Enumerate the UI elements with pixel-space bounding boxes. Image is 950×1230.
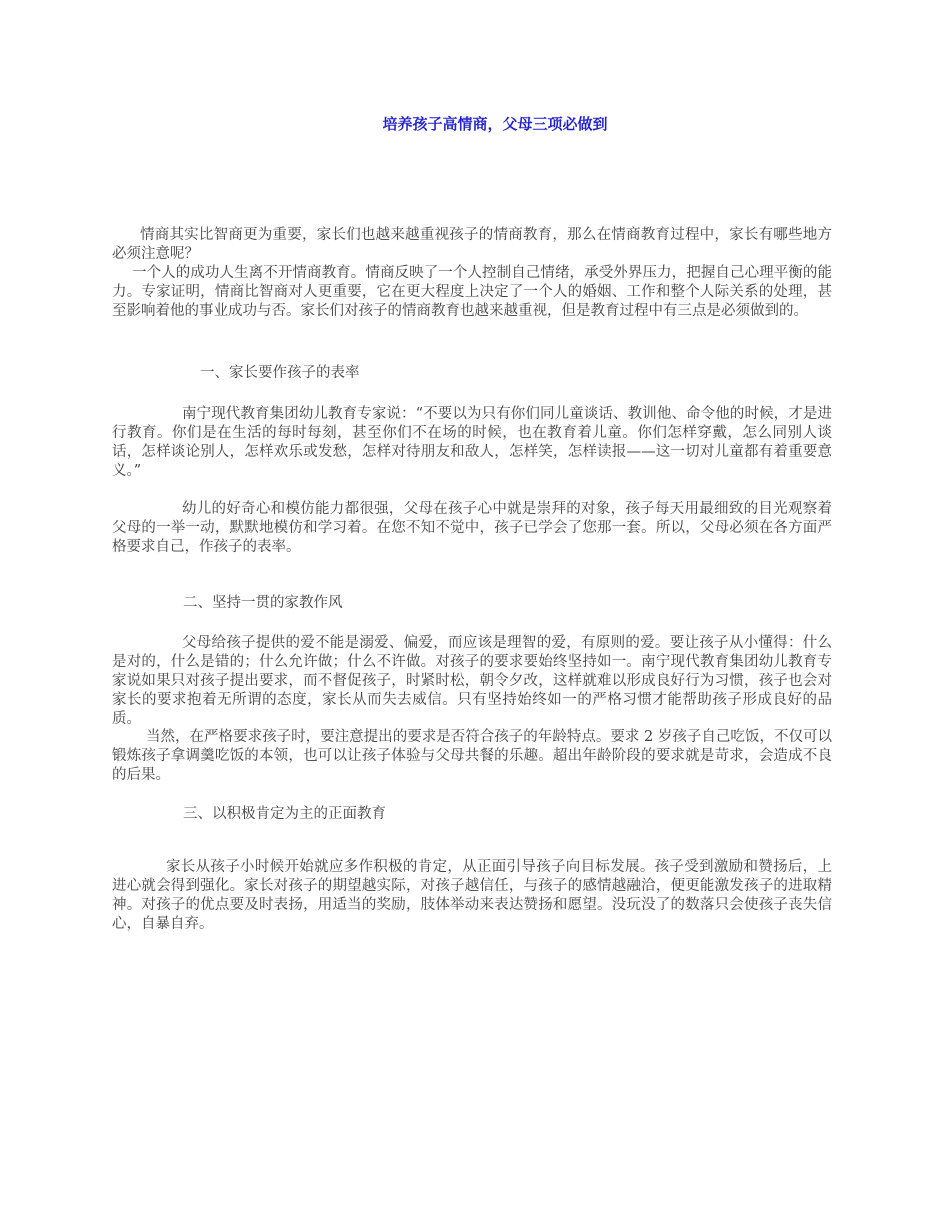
section-1-paragraph-2: 幼儿的好奇心和模仿能力都很强，父母在孩子心中就是崇拜的对象，孩子每天用最细致的目光观察着父母的一举一动，默默地模仿和学习着。在您不知不觉中，孩子已学会了您那一套。所以，父母必须在各方面严格要求自己，作孩子的表率。 — [112, 501, 832, 555]
section-2-paragraph-1: 父母给孩子提供的爱不能是溺爱、偏爱，而应该是理智的爱，有原则的爱。要让孩子从小懂得：什么是对的，什么是错的；什么允许做；什么不许做。对孩子的要求要始终坚持如一。南宁现代教育集团幼儿教育专家说如果只对孩子提出要求，而不督促孩子，时紧时松，朝令夕改，这样就难以形成良好行为习惯，孩子也会对家长的要求抱着无所谓的态度，家长从而失去威信。只有坚持始终如一的严格习惯才能帮助孩子形成良好的品质。 — [112, 635, 832, 727]
document-title: 培养孩子高情商，父母三项必做到 — [382, 115, 608, 133]
section-2-paragraph-2: 当然，在严格要求孩子时，要注意提出的要求是否符合孩子的年龄特点。要求 2 岁孩子自己吃饭，不仅可以锻炼孩子拿调羹吃饭的本领，也可以让孩子体验与父母共餐的乐趣。超出年龄阶段的要求就是苛求，会造成不良的后果。 — [112, 729, 832, 783]
section-1-heading: 一、家长要作孩子的表率 — [200, 365, 360, 381]
section-2-heading: 二、坚持一贯的家教作风 — [183, 595, 343, 611]
intro-paragraph-2: 一个人的成功人生离不开情商教育。情商反映了一个人控制自己情绪，承受外界压力，把握自己心理平衡的能力。专家证明，情商比智商对人更重要，它在更大程度上决定了一个人的婚姻、工作和整个人际关系的处理，甚至影响着他的事业成功与否。家长们对孩子的情商教育也越来越重视，但是教育过程中有三点是必须做到的。 — [112, 265, 832, 319]
section-1-paragraph-1: 南宁现代教育集团幼儿教育专家说：“不要以为只有你们同儿童谈话、教训他、命令他的时候，才是进行教育。你们是在生活的每时每刻，甚至你们不在场的时候，也在教育着儿童。你们怎样穿戴，怎么同别人谈话，怎样谈论别人，怎样欢乐或发愁，怎样对待朋友和敌人，怎样笑，怎样读报——这一切对儿童都有着重要意义。” — [112, 406, 832, 479]
section-3-paragraph-1: 家长从孩子小时候开始就应多作积极的肯定，从正面引导孩子向目标发展。孩子受到激励和赞扬后，上进心就会得到强化。家长对孩子的期望越实际，对孩子越信任，与孩子的感情越融洽，便更能激发孩子的进取精神。对孩子的优点要及时表扬，用适当的奖励，肢体举动来表达赞扬和愿望。没玩没了的数落只会使孩子丧失信心，自暴自弃。 — [112, 859, 832, 932]
section-3-heading: 三、以积极肯定为主的正面教育 — [183, 806, 386, 822]
intro-paragraph-1: 情商其实比智商更为重要，家长们也越来越重视孩子的情商教育，那么在情商教育过程中，家长有哪些地方必须注意呢？ — [112, 227, 832, 262]
